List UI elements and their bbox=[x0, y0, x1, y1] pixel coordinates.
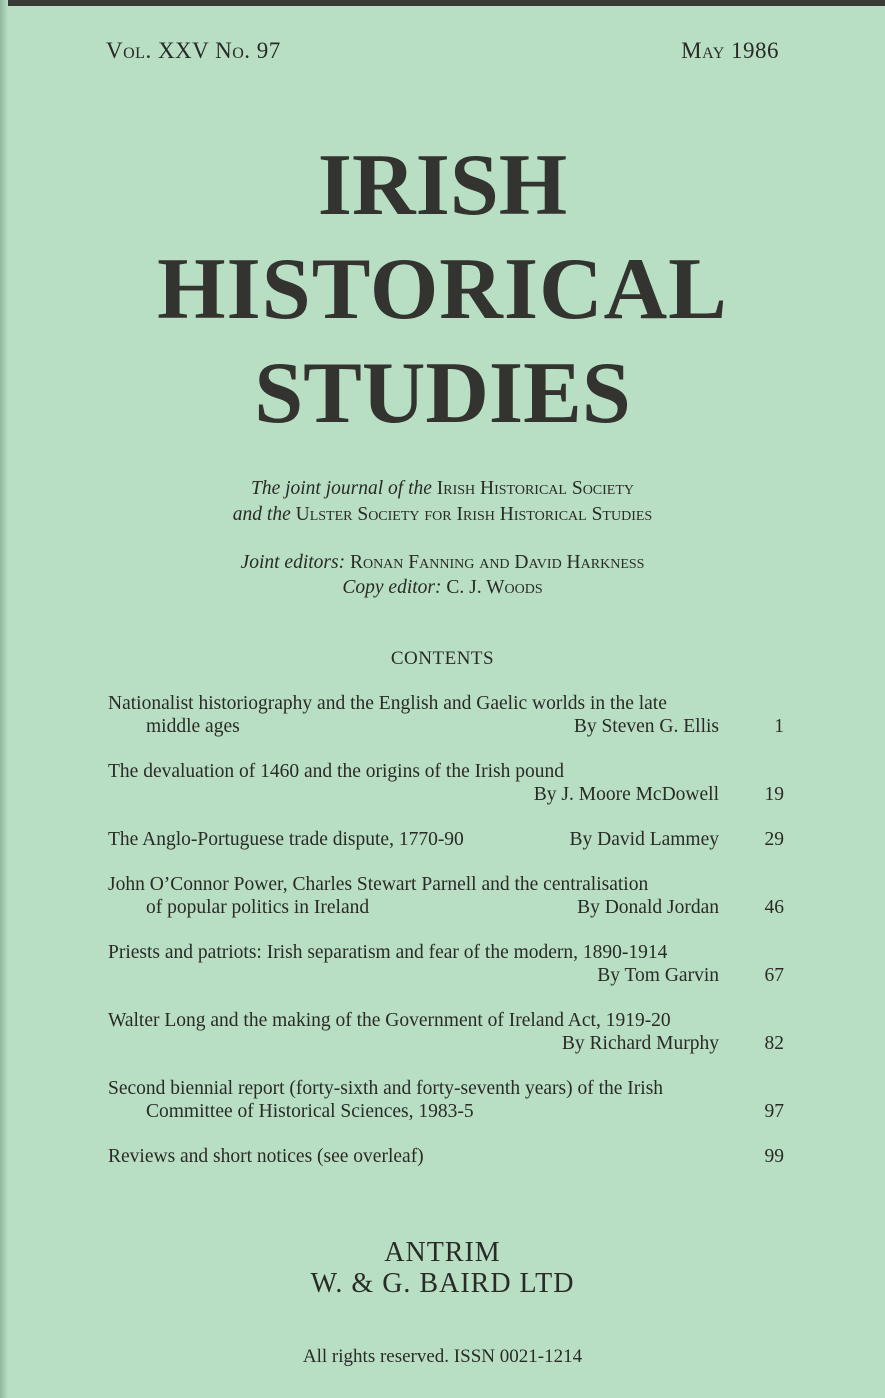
toc-entry bbox=[108, 1077, 784, 1123]
issue-date: May 1986 bbox=[681, 38, 779, 63]
toc-entry-author: By Tom Garvin bbox=[597, 965, 719, 986]
contents-heading: CONTENTS bbox=[390, 648, 495, 669]
toc-entry-title: Reviews and short notices (see overleaf) bbox=[108, 1146, 424, 1167]
subtitle-italic-1: The joint journal of the bbox=[250, 478, 432, 499]
toc-entry bbox=[108, 873, 784, 919]
publisher-name: W. & G. BAIRD LTD bbox=[310, 1268, 575, 1299]
toc-entry-title: Nationalist historiography and the English and Gaelic worlds in the late bbox=[108, 693, 667, 714]
toc-entry bbox=[108, 692, 784, 738]
toc-entry-line2 bbox=[108, 1100, 784, 1123]
toc-entry-author: By David Lammey bbox=[569, 829, 719, 850]
copy-editor bbox=[0, 577, 885, 599]
title-line-3: STUDIES bbox=[254, 345, 631, 442]
toc-entry-page: 99 bbox=[764, 1146, 784, 1167]
toc-entry-page: 29 bbox=[764, 829, 784, 850]
toc-entry bbox=[108, 941, 784, 987]
toc-entry-title: The Anglo-Portuguese trade dispute, 1770-90 bbox=[108, 829, 464, 850]
society-name-2: Ulster Society for Irish Historical Studies bbox=[295, 504, 653, 525]
toc-entry-title: Second biennial report (forty-sixth and forty-seventh years) of the Irish bbox=[108, 1078, 664, 1099]
volume-number: Vol. XXV No. 97 bbox=[106, 38, 281, 63]
toc-entry-author: By Steven G. Ellis bbox=[573, 716, 719, 737]
title-line-1: IRISH bbox=[317, 137, 568, 234]
toc-entry-title-cont: middle ages bbox=[146, 716, 240, 737]
toc-entry-title-cont: Committee of Historical Sciences, 1983-5 bbox=[146, 1101, 474, 1122]
toc-entry bbox=[108, 828, 784, 851]
joint-editors bbox=[0, 552, 885, 574]
toc-entry-line2 bbox=[108, 896, 784, 919]
toc-entry-page: 97 bbox=[764, 1101, 784, 1122]
toc-entry-title: The devaluation of 1460 and the origins of the Irish pound bbox=[108, 761, 564, 782]
toc-entry-author: By Richard Murphy bbox=[561, 1033, 719, 1054]
title-line-2: HISTORICAL bbox=[157, 241, 728, 338]
toc-entry-line bbox=[108, 1145, 784, 1168]
toc-entry-page: 19 bbox=[764, 784, 784, 805]
table-of-contents bbox=[108, 692, 784, 1190]
toc-entry bbox=[108, 760, 784, 806]
toc-entry-line2 bbox=[108, 1032, 784, 1055]
copy-editor-name: C. J. Woods bbox=[446, 577, 543, 598]
joint-editors-names: Ronan Fanning and David Harkness bbox=[349, 552, 645, 573]
toc-entry bbox=[108, 1009, 784, 1055]
toc-entry-page: 82 bbox=[764, 1033, 784, 1054]
publisher-place: ANTRIM bbox=[384, 1237, 501, 1268]
toc-entry-line2 bbox=[108, 715, 784, 738]
toc-entry-author: By Donald Jordan bbox=[577, 897, 719, 918]
joint-editors-label: Joint editors: bbox=[240, 552, 346, 573]
toc-entry-title: John O’Connor Power, Charles Stewart Parnell and the centralisation bbox=[108, 874, 649, 895]
toc-entry-author: By J. Moore McDowell bbox=[533, 784, 719, 805]
subtitle-line-2 bbox=[0, 504, 885, 526]
toc-entry-page: 1 bbox=[774, 716, 784, 737]
toc-entry-page: 67 bbox=[764, 965, 784, 986]
toc-entry-title-cont: of popular politics in Ireland bbox=[146, 897, 370, 918]
rights-issn: All rights reserved. ISSN 0021-1214 bbox=[302, 1346, 583, 1367]
toc-entry-line2 bbox=[108, 783, 784, 806]
subtitle-italic-2: and the bbox=[232, 504, 291, 525]
toc-entry-line2 bbox=[108, 964, 784, 987]
toc-entry bbox=[108, 1145, 784, 1168]
toc-entry-page: 46 bbox=[764, 897, 784, 918]
toc-entry-title: Priests and patriots: Irish separatism and fear of the modern, 1890-1914 bbox=[108, 942, 668, 963]
toc-entry-title: Walter Long and the making of the Government of Ireland Act, 1919-20 bbox=[108, 1010, 671, 1031]
toc-entry-line bbox=[108, 828, 784, 851]
copy-editor-label: Copy editor: bbox=[342, 577, 442, 598]
society-name-1: Irish Historical Society bbox=[436, 478, 635, 499]
subtitle-line-1 bbox=[0, 478, 885, 500]
